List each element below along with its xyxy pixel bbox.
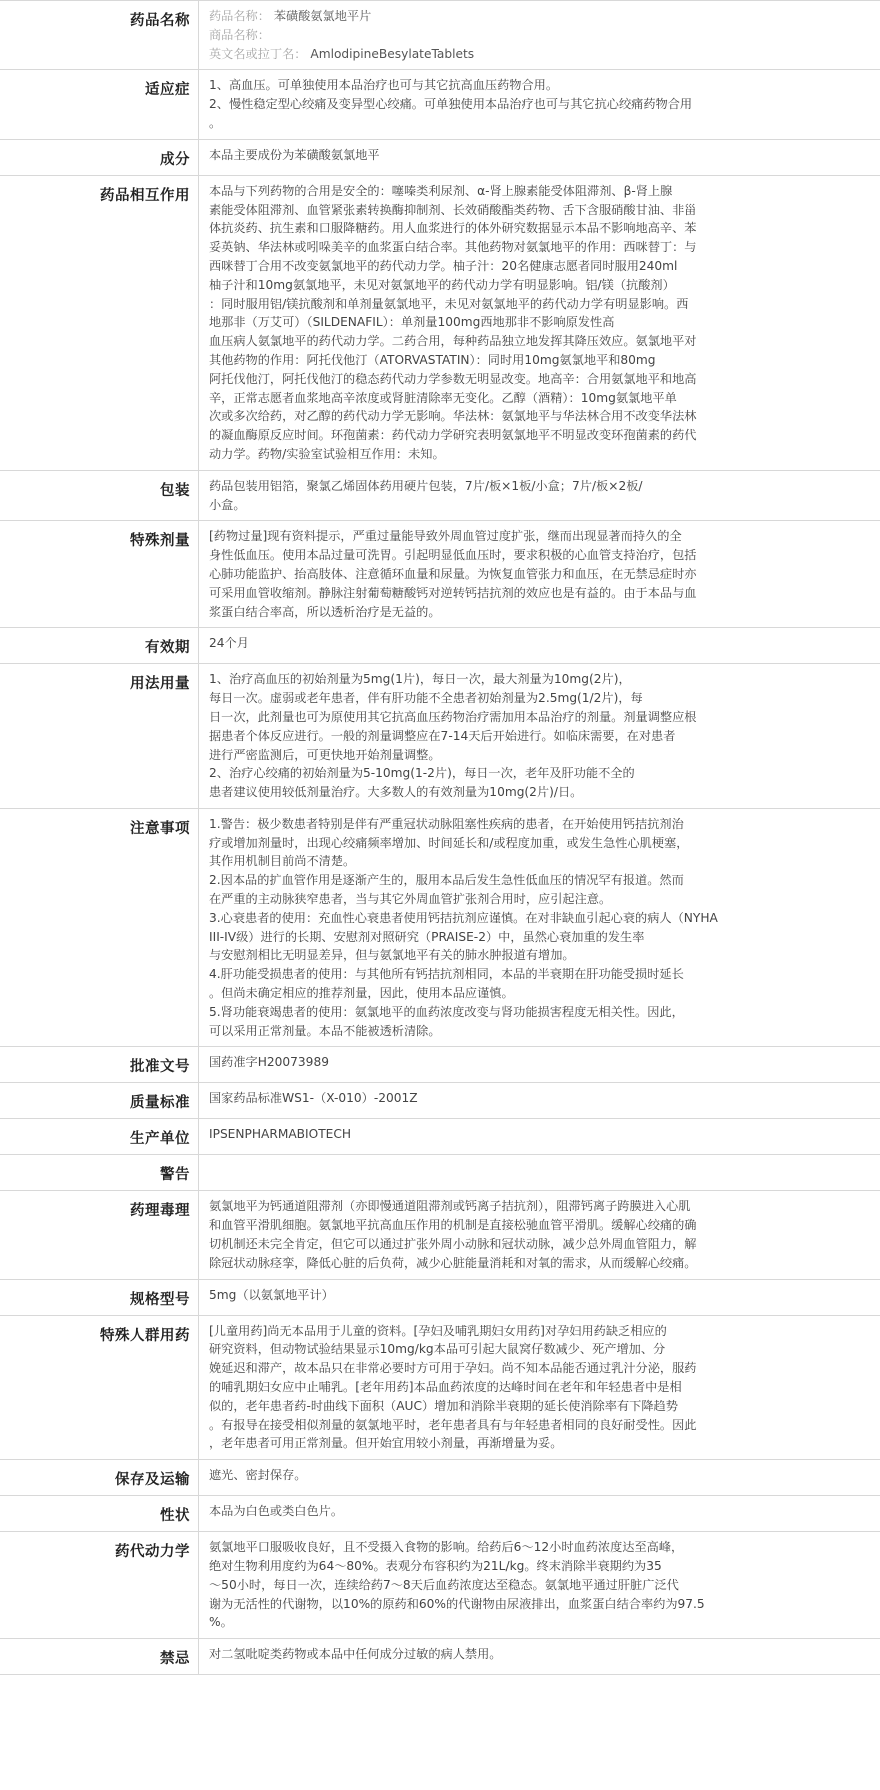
value-line: 对二氢吡啶类药物或本品中任何成分过敏的病人禁用。 [209,1647,502,1662]
value-line: 可采用血管收缩剂。静脉注射葡萄糖酸钙对逆转钙拮抗剂的效应也是有益的。由于本品与血 [209,585,697,600]
info-row [0,1047,880,1083]
value-line: 。有报导在接受相似剂量的氨氯地平时，老年患者具有与年轻患者相同的良好耐受性。因此 [209,1417,697,1432]
value-line: 4.肝功能受损患者的使用：与其他所有钙拮抗剂相同，本品的半衰期在肝功能受损时延长 [209,967,684,982]
value-line: IPSENPHARMABIOTECH [209,1127,352,1142]
value-line: 娩延迟和滞产，故本品只在非常必要时方可用于孕妇。尚不知本品能否通过乳汁分泌，服药 [209,1361,697,1376]
value-line: 似的，老年患者药-时曲线下面积（AUC）增加和消除半衰期的延长使消除率有下降趋势 [209,1398,678,1413]
value-line: 次或多次给药，对乙醇的药代动力学无影响。华法林：氨氯地平与华法林合用不改变华法林 [209,409,697,424]
value-line: 患者建议使用较低剂量治疗。大多数人的有效剂量为10mg(2片)/日。 [209,785,583,800]
row-label: 警告 [0,1155,199,1191]
value-line: [药物过量]现有资料提示，严重过量能导致外周血管过度扩张，继而出现显著而持久的全 [209,529,682,544]
value-line: 本品与下列药物的合用是安全的：噻嗪类利尿剂、α-肾上腺素能受体阻滞剂、β-肾上腺 [209,183,673,198]
value-line: 2.因本品的扩血管作用是逐渐产生的，服用本品后发生急性低血压的情况罕有报道。然而 [209,873,684,888]
value-line: 2、治疗心绞痛的初始剂量为5-10mg(1-2片)，每日一次，老年及肝功能不全的 [209,766,635,781]
value-line: ～50小时，每日一次，连续给药7～8天后血药浓度达至稳态。氨氯地平通过肝脏广泛代 [209,1577,679,1592]
row-value [199,664,880,809]
value-line: 除冠状动脉痉挛，降低心脏的后负荷，减少心脏能量消耗和对氧的需求，从而缓解心绞痛。 [209,1255,697,1270]
value-line: 药品包装用铝箔，聚氯乙烯固体药用硬片包装，7片/板×1板/小盒；7片/板×2板/ [209,478,643,493]
value-line: 的哺乳期妇女应中止哺乳。[老年用药]本品血药浓度的达峰时间在老年和年轻患者中是相 [209,1380,682,1395]
name-key: 药品名称： [209,9,270,23]
row-label: 有效期 [0,628,199,664]
row-value [199,70,880,139]
value-line: 柚子汁和10mg氨氯地平，未见对氨氯地平的药代动力学有明显影响。铝/镁（抗酸剂） [209,277,675,292]
info-row [0,1083,880,1119]
info-row [0,1191,880,1279]
info-row [0,521,880,628]
info-row [0,1532,880,1639]
info-row [0,1279,880,1315]
info-row [0,139,880,175]
row-value [199,1155,880,1191]
row-value [199,1191,880,1279]
value-line: 体抗炎药、抗生素和口服降糖药。用人血浆进行的体外研究数据显示本品不影响地高辛、苯 [209,221,697,236]
value-line: 。但尚未确定相应的推荐剂量，因此，使用本品应谨慎。 [209,986,514,1001]
value-line: 素能受体阻滞剂、血管紧张素转换酶抑制剂、长效硝酸酯类药物、舌下含服硝酸甘油、非甾 [209,202,697,217]
value-line: 地那非（万艾可）（SILDENAFIL）：单剂量100mg西地那非不影响原发性高 [209,315,615,330]
value-line: 24个月 [209,636,249,651]
row-value [199,1279,880,1315]
row-label: 批准文号 [0,1047,199,1083]
row-value [199,1532,880,1639]
value-line: 在严重的主动脉狭窄患者，当与其它外周血管扩张剂合用时，应引起注意。 [209,892,612,907]
row-label: 药品相互作用 [0,175,199,470]
value-line: 本品主要成份为苯磺酸氨氯地平 [209,147,380,162]
value-line: 5mg（以氨氯地平计） [209,1287,334,1302]
drug-info-rows [0,1,880,1675]
value-line: 身性低血压。使用本品过量可洗胃。引起明显低血压时，要求积极的心血管支持治疗，包括 [209,548,697,563]
value-line: 研究资料，但动物试验结果显示10mg/kg本品可引起大鼠窝仔数减少、死产增加、分 [209,1342,666,1357]
value-line: 浆蛋白结合率高，所以透析治疗是无益的。 [209,604,441,619]
row-value [199,1315,880,1460]
value-line: 疗或增加剂量时，出现心绞痛频率增加、时间延长和/或程度加重，或发生急性心肌梗塞， [209,835,689,850]
row-value [199,1119,880,1155]
value-line: III-IV级）进行的长期、安慰剂对照研究（PRAISE-2）中，虽然心衰加重的发生率 [209,929,645,944]
row-value [199,1083,880,1119]
row-label: 注意事项 [0,808,199,1047]
info-row [0,808,880,1047]
row-label: 禁忌 [0,1639,199,1675]
row-label: 性状 [0,1496,199,1532]
row-value [199,1639,880,1675]
value-line: 遮光、密封保存。 [209,1468,307,1483]
name-line [209,45,870,64]
value-line: ：同时服用铝/镁抗酸剂和单剂量氨氯地平，未见对氨氯地平的药代动力学有明显影响。西 [209,296,689,311]
info-row [0,470,880,521]
row-label: 药理毒理 [0,1191,199,1279]
value-line: 西咪替丁合用不改变氨氯地平的药代动力学。柚子汁：20名健康志愿者同时服用240ml [209,258,678,273]
value-line: [儿童用药]尚无本品用于儿童的资料。[孕妇及哺乳期妇女用药]对孕妇用药缺乏相应的 [209,1323,667,1338]
value-line [209,1161,870,1180]
value-line: 和血管平滑肌细胞。氨氯地平抗高血压作用的机制是直接松驰血管平滑肌。缓解心绞痛的确 [209,1218,697,1233]
value-line: 辛，正常志愿者血浆地高辛浓度或肾脏清除率无变化。乙醇（酒精）：10mg氨氯地平单 [209,390,677,405]
value-line: 据患者个体反应进行。一般的剂量调整应在7-14天后开始进行。如临床需要，在对患者 [209,728,676,743]
info-row [0,1639,880,1675]
row-label: 特殊人群用药 [0,1315,199,1460]
row-label: 成分 [0,139,199,175]
row-label: 适应症 [0,70,199,139]
value-line: 与安慰剂相比无明显差异，但与氨氯地平有关的肺水肿报道有增加。 [209,948,575,963]
info-row [0,1496,880,1532]
value-line: 可以采用正常剂量。本品不能被透析清除。 [209,1023,441,1038]
value-line: 氨氯地平口服吸收良好，且不受摄入食物的影响。给药后6～12小时血药浓度达至高峰， [209,1540,684,1555]
value-line: 动力学。药物/实验室试验相互作用：未知。 [209,446,445,461]
row-label: 药代动力学 [0,1532,199,1639]
info-row [0,1460,880,1496]
value-line: 进行严密监测后，可更快地开始剂量调整。 [209,747,441,762]
row-value [199,1047,880,1083]
value-line: 5.肾功能衰竭患者的使用：氨氯地平的血药浓度改变与肾功能损害程度无相关性。因此， [209,1004,684,1019]
value-line: 血压病人氨氯地平的药代动力学。二药合用，每种药品独立地发挥其降压效应。氨氯地平对 [209,334,697,349]
value-line: 谢为无活性的代谢物，以10%的原药和60%的代谢物由尿液排出，血浆蛋白结合率约为97.5 [209,1596,705,1611]
name-value: 苯磺酸氨氯地平片 [273,9,372,23]
value-line: 。 [209,115,222,130]
info-row [0,1315,880,1460]
row-value [199,521,880,628]
name-value: AmlodipineBesylateTablets [310,46,475,61]
info-row [0,1155,880,1191]
info-row [0,628,880,664]
value-line: 1、高血压。可单独使用本品治疗也可与其它抗高血压药物合用。 [209,78,559,93]
value-line: 3.心衰患者的使用：充血性心衰患者使用钙拮抗剂应谨慎。在对非缺血引起心衰的病人（NYHA [209,910,718,925]
value-line: 切机制还未完全肯定，但它可以通过扩张外周小动脉和冠状动脉，减少总外周血管阻力，解 [209,1237,697,1252]
row-value [199,1460,880,1496]
name-key: 商品名称： [209,27,270,42]
value-line: 日一次，此剂量也可为原使用其它抗高血压药物治疗需加用本品治疗的剂量。剂量调整应根 [209,709,697,724]
info-row [0,175,880,470]
value-line: 2、慢性稳定型心绞痛及变异型心绞痛。可单独使用本品治疗也可与其它抗心绞痛药物合用 [209,97,693,112]
row-value [199,1496,880,1532]
value-line: %。 [209,1615,233,1630]
value-line: 氨氯地平为钙通道阻滞剂（亦即慢通道阻滞剂或钙离子拮抗剂），阻滞钙离子跨膜进入心肌 [209,1199,691,1214]
row-label: 特殊剂量 [0,521,199,628]
row-label: 保存及运输 [0,1460,199,1496]
info-row [0,1119,880,1155]
row-value [199,628,880,664]
value-line: 妥英钠、华法林或吲哚美辛的血浆蛋白结合率。其他药物对氨氯地平的作用：西咪替丁：与 [209,240,697,255]
value-line: 绝对生物利用度约为64～80%。表观分布容积约为21L/kg。终末消除半衰期约为35 [209,1559,662,1574]
row-value [199,808,880,1047]
value-line: 本品为白色或类白色片。 [209,1504,344,1519]
row-value [199,175,880,470]
row-value [199,470,880,521]
value-line: 1.警告：极少数患者特别是伴有严重冠状动脉阻塞性疾病的患者，在开始使用钙拮抗剂治 [209,816,684,831]
value-line: 国家药品标准WS1-（X-010）-2001Z [209,1091,418,1106]
info-row [0,664,880,809]
info-row [0,1,880,70]
row-label: 生产单位 [0,1119,199,1155]
value-line: 1、治疗高血压的初始剂量为5mg(1片)，每日一次，最大剂量为10mg(2片)， [209,672,631,687]
row-value [199,139,880,175]
row-label: 规格型号 [0,1279,199,1315]
info-row [0,70,880,139]
value-line: 国药准字H20073989 [209,1055,329,1070]
name-line [209,7,870,26]
value-line: 心肺功能监护、抬高肢体、注意循环血量和尿量。为恢复血管张力和血压，在无禁忌症时亦 [209,566,697,581]
row-label: 包装 [0,470,199,521]
name-line [209,26,870,45]
value-line: 其作用机制目前尚不清楚。 [209,854,356,869]
value-line: 阿托伐他汀，阿托伐他汀的稳态药代动力学参数无明显改变。地高辛：合用氨氯地平和地高 [209,371,697,386]
value-line: 的凝血酶原反应时间。环孢菌素：药代动力学研究表明氨氯地平不明显改变环孢菌素的药代 [209,428,697,443]
value-line: 每日一次。虚弱或老年患者，伴有肝功能不全患者初始剂量为2.5mg(1/2片)，每 [209,691,643,706]
row-label: 质量标准 [0,1083,199,1119]
value-line: 小盒。 [209,497,246,512]
name-key: 英文名或拉丁名： [209,46,307,61]
row-label: 用法用量 [0,664,199,809]
value-line: 其他药物的作用：阿托伐他汀（ATORVASTATIN）：同时用10mg氨氯地平和80mg [209,352,656,367]
row-value [199,1,880,70]
row-label: 药品名称 [0,1,199,70]
value-line: ，老年患者可用正常剂量。但开始宜用较小剂量，再渐增量为妥。 [209,1436,563,1451]
